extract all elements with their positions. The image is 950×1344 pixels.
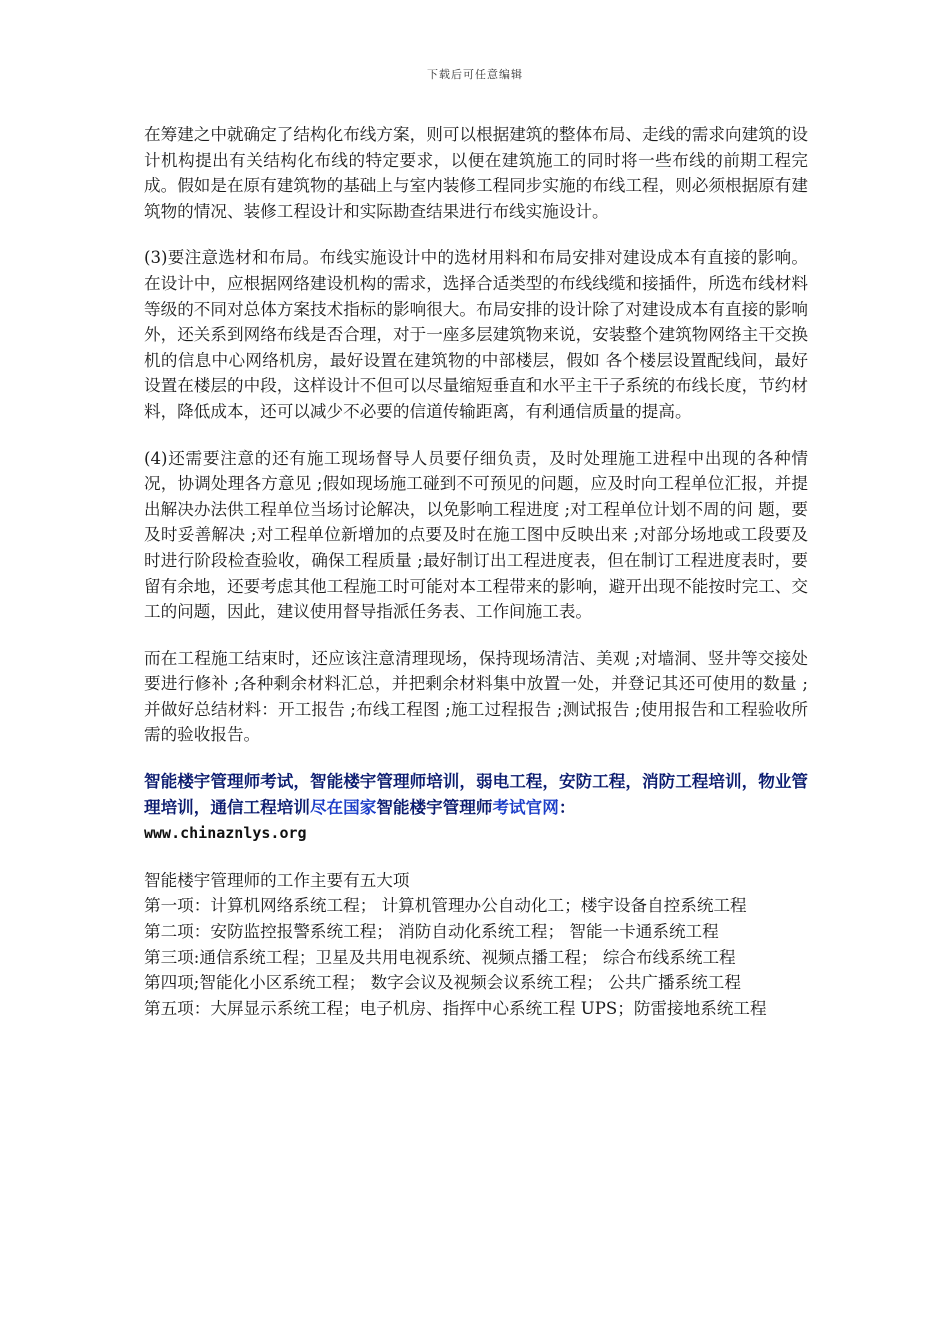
promo-website-url[interactable]: www.chinaznlys.org bbox=[144, 824, 307, 843]
work-list-item: 第三项:通信系统工程；卫星及共用电视系统、视频点播工程； 综合布线系统工程 bbox=[144, 947, 736, 967]
paragraph-project-completion: 而在工程施工结束时，还应该注意清理现场，保持现场清洁、美观 ;对墙洞、竖井等交接处要进行修补 ;各种剩余材料汇总，并把剩余材料集中放置一处，并登记其还可使用的数量 ;并做好总结材料：开工报告 ;布线工程图 ;施工过程报告 ;测试报告 ;使用报告和工程验收所需的验收报告。 bbox=[144, 648, 808, 745]
paragraph-cabling-plan: 在筹建之中就确定了结构化布线方案，则可以根据建筑的整体布局、走线的需求向建筑的设计机构提出有关结构化布线的特定要求，以便在建筑施工的同时将一些布线的前期工程完成。假如是在原有建筑物的基础上与室内装修工程同步实施的布线工程，则必须根据原有建筑物的情况、装修工程设计和实际勘查结果进行布线实施设计。 bbox=[144, 125, 808, 221]
work-list-title: 智能楼宇管理师的工作主要有五大项 bbox=[144, 870, 410, 890]
promo-official-site-link[interactable]: 考试官网 bbox=[492, 796, 559, 817]
work-list-item: 第二项：安防监控报警系统工程； 消防自动化系统工程； 智能一卡通系统工程 bbox=[144, 922, 719, 942]
work-list-item: 第五项：大屏显示系统工程；电子机房、指挥中心系统工程 UPS；防雷接地系统工程 bbox=[144, 998, 767, 1018]
page-header: 下载后可任意编辑 bbox=[427, 68, 523, 81]
work-list-item: 第一项：计算机网络系统工程； 计算机管理办公自动化工；楼宇设备自控系统工程 bbox=[144, 896, 747, 916]
document-body bbox=[144, 122, 808, 1021]
promo-colon: ： bbox=[558, 796, 576, 817]
promo-block bbox=[144, 769, 808, 847]
work-list-item: 第四项;智能化小区系统工程； 数字会议及视频会议系统工程； 公共广播系统工程 bbox=[144, 973, 741, 993]
paragraph-site-supervision: (4)还需要注意的还有施工现场督导人员要仔细负责，及时处理施工进程中出现的各种情况，协调处理各方意见 ;假如现场施工碰到不可预见的问题，应及时向工程单位汇报，并提出解决办法供工程单位当场讨论解决，以免影响工程进度 ;对工程单位计划不周的问 题，要及时妥善解决 ;对工程单位新增加的点要及时在施工图中反映出来 ;对部分场地或工段要及时进行阶段检查验收，确保工程质量 ;最好制订出工程进度表，但在制订工程进度表时，要留有余地，还要考虑其他工程施工时可能对本工程带来的影响，避开出现不能按时完工、交工的问题，因此，建议使用督导指派任务表、工作间施工表。 bbox=[144, 448, 808, 622]
promo-text-title: 智能楼宇管理师 bbox=[376, 796, 493, 817]
paragraph-materials-layout: (3)要注意选材和布局。布线实施设计中的选材用料和布局安排对建设成本有直接的影响。在设计中，应根据网络建设机构的需求，选择合适类型的布线线缆和接插件，所选布线材料等级的不同对总体方案技术指标的影响很大。布局安排的设计除了对建设成本有直接的影响外，还关系到网络布线是否合理，对于一座多层建筑物来说，安装整个建筑物网络主干交换机的信息中心网络机房，最好设置在建筑物的中部楼层，假如 各个楼层设置配线间，最好设置在楼层的中段，这样设计不但可以尽量缩短垂直和水平主干子系统的布线长度，节约材料，降低成本，还可以减少不必要的信道传输距离，有利通信质量的提高。 bbox=[144, 248, 808, 421]
promo-text: 智能楼宇管理师考试，智能楼宇管理师培训，弱电工程，安防工程，消防工程培训，物业管理培训，通信工程培训 bbox=[144, 771, 808, 817]
promo-link-text[interactable]: 尽在国家 bbox=[309, 796, 377, 817]
